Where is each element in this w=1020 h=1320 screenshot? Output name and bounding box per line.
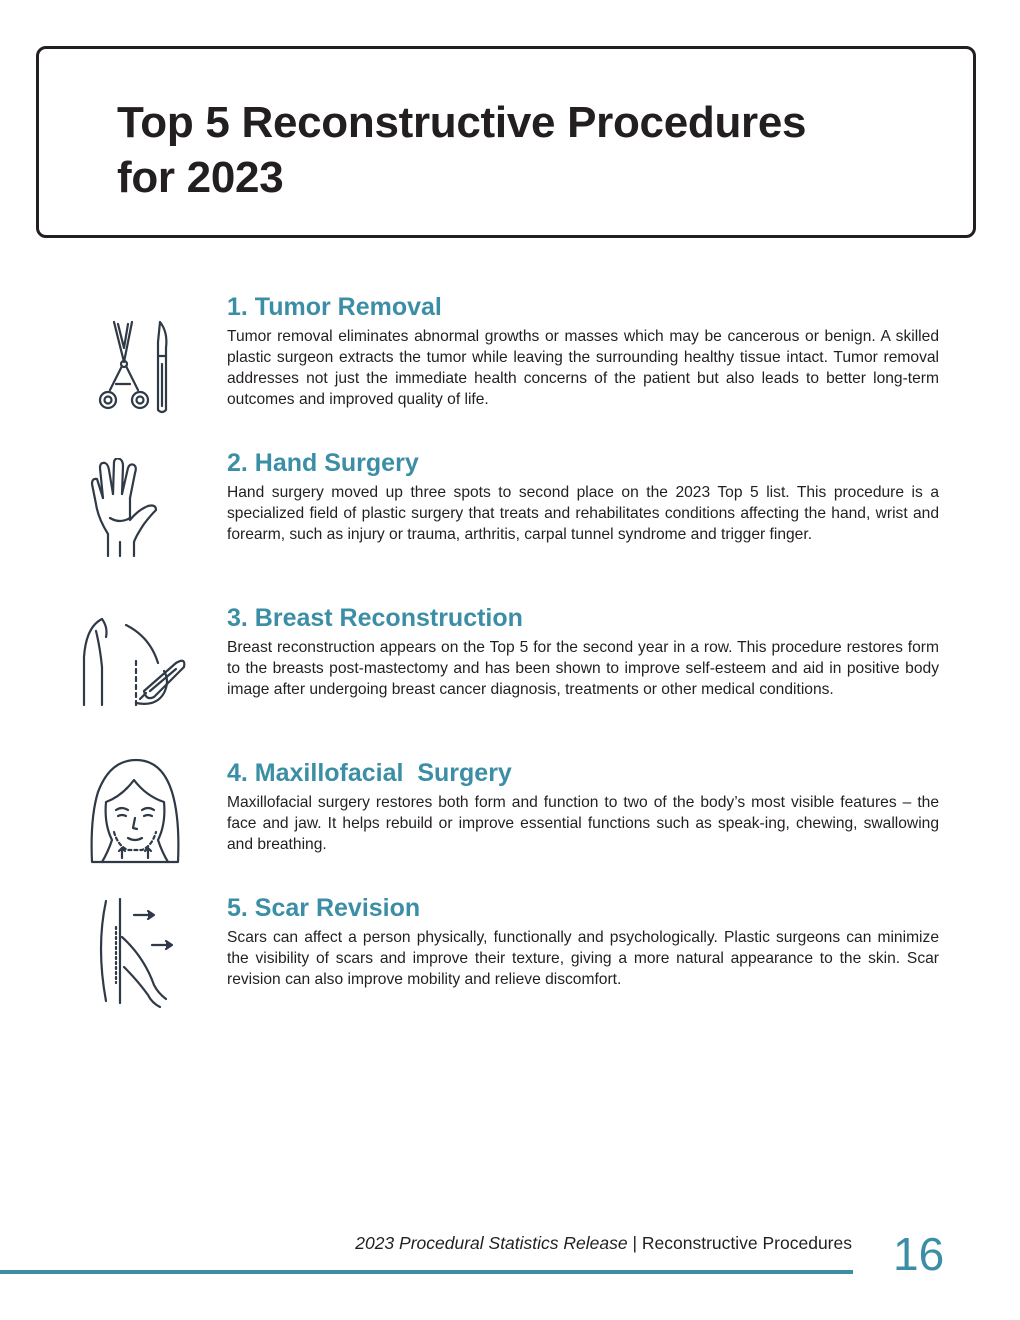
procedure-description: Maxillofacial surgery restores both form and function to two of the body’s most visible features – the face and jaw. It helps rebuild or improve essential functions such as speak-ing, chewing, swallowing and breathing. (227, 794, 939, 853)
page-title-line-2: for 2023 (117, 153, 284, 202)
procedure-description: Scars can affect a person physically, functionally and psychologically. Plastic surgeons can minimize the visibility of scars and improve their texture, giving a more natural appearance to the skin. Scar revision can also improve mobility and relieve discomfort. (227, 929, 939, 988)
procedure-heading: 3. Breast Reconstruction (227, 604, 523, 632)
page-number: 16 (893, 1228, 945, 1280)
footer-publication: 2023 Procedural Statistics Release (355, 1233, 628, 1253)
page-title (117, 95, 877, 205)
footer-divider (0, 1270, 853, 1274)
procedure-heading: 5. Scar Revision (227, 894, 421, 922)
procedure-heading: 2. Hand Surgery (227, 449, 419, 477)
procedure-heading: 4. Maxillofacial Surgery (227, 759, 512, 787)
page-title-line-1: Top 5 Reconstructive Procedures (117, 98, 807, 147)
scar-revision-icon (94, 897, 180, 1011)
procedure-description: Hand surgery moved up three spots to second place on the 2023 Top 5 list. This procedure is a specialized field of plastic surgery that treats and rehabilitates conditions affecting the hand, wrist and forearm, such as injury or trauma, arthritis, carpal tunnel syndrome and trigger finger. (227, 484, 939, 543)
hand-icon (90, 458, 170, 558)
face-icon (88, 758, 182, 866)
footer-section: Reconstructive Procedures (641, 1233, 852, 1253)
breast-reconstruction-icon (80, 617, 190, 709)
title-box (36, 46, 976, 238)
procedure-heading: 1. Tumor Removal (227, 293, 442, 321)
footer-caption (355, 1233, 852, 1254)
footer-separator: | (627, 1233, 642, 1253)
procedure-description: Breast reconstruction appears on the Top 5 for the second year in a row. This procedure restores form to the breasts post-mastectomy and has been shown to improve self-esteem and aid in positive body image after undergoing breast cancer diagnosis, treatments or other medical conditions. (227, 639, 939, 698)
surgical-instruments-icon (96, 318, 176, 414)
procedure-description: Tumor removal eliminates abnormal growths or masses which may be cancerous or benign. A skilled plastic surgeon extracts the tumor while leaving the surrounding healthy tissue intact. Tumor removal addresses not just the immediate health concerns of the patient but also leads to better long-term outcomes and improved quality of life. (227, 328, 939, 408)
